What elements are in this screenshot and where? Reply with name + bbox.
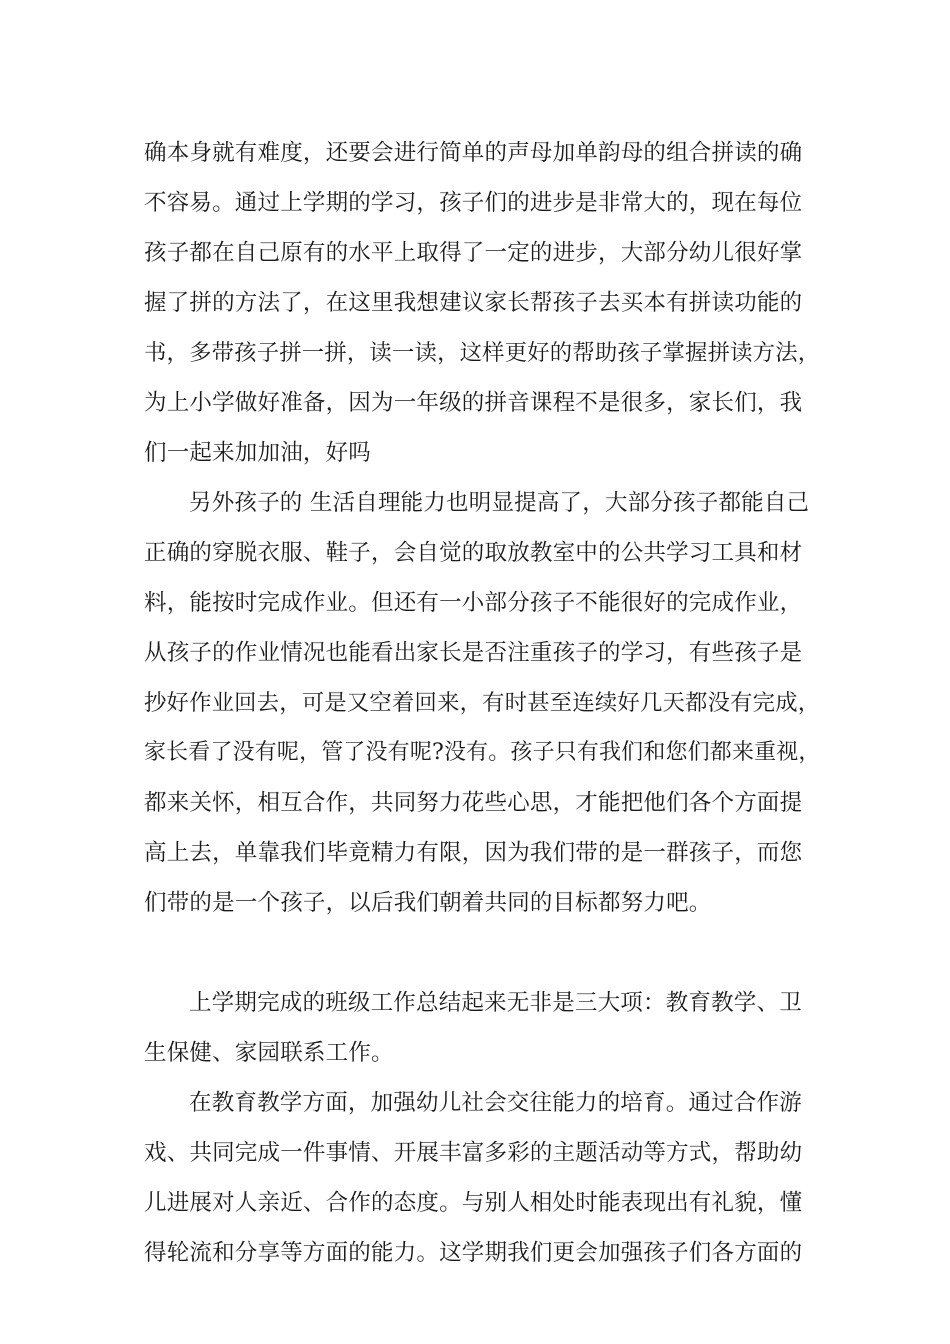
- text-line: 高上去，单靠我们毕竟精力有限，因为我们带的是一群孩子，而您: [144, 840, 803, 866]
- text-line: 孩子都在自己原有的水平上取得了一定的进步，大部分幼儿很好掌: [144, 240, 803, 266]
- text-line: 家长看了没有呢，管了没有呢?没有。孩子只有我们和您们都来重视，: [144, 740, 821, 765]
- text-line: 书，多带孩子拼一拼，读一读，这样更好的帮助孩子掌握拼读方法，: [144, 340, 821, 366]
- text-line: 上学期完成的班级工作总结起来无非是三大项：教育教学、卫: [189, 990, 802, 1016]
- text-line: 抄好作业回去，可是又空着回来，有时甚至连续好几天都没有完成，: [144, 690, 821, 716]
- text-line: 另外孩子的 生活自理能力也明显提高了，大部分孩子都能自己: [189, 490, 810, 516]
- paragraph-class-work-summary: [144, 978, 824, 1078]
- text-line: 得轮流和分享等方面的能力。这学期我们更会加强孩子们各方面的: [144, 1240, 803, 1266]
- text-line: 生保健、家园联系工作。: [144, 1040, 394, 1066]
- text-line: 儿进展对人亲近、合作的态度。与别人相处时能表现出有礼貌，懂: [144, 1190, 803, 1216]
- text-line: 戏、共同完成一件事情、开展丰富多彩的主题活动等方式，帮助幼: [144, 1140, 803, 1166]
- document-body: [144, 128, 824, 1278]
- text-line: 正确的穿脱衣服、鞋子，会自觉的取放教室中的公共学习工具和材: [144, 540, 803, 566]
- text-line: 从孩子的作业情况也能看出家长是否注重孩子的学习，有些孩子是: [144, 640, 803, 666]
- paragraph-pinyin-reading: [144, 128, 824, 478]
- text-line: 握了拼的方法了，在这里我想建议家长帮孩子去买本有拼读功能的: [144, 290, 803, 316]
- text-line: [144, 928, 824, 978]
- text-line: 们一起来加加油，好吗: [144, 440, 372, 466]
- text-line: 确本身就有难度，还要会进行简单的声母加单韵母的组合拼读的确: [144, 140, 803, 166]
- text-line: 为上小学做好准备，因为一年级的拼音课程不是很多，家长们，我: [144, 390, 803, 416]
- text-line: 们带的是一个孩子，以后我们朝着共同的目标都努力吧。: [144, 890, 712, 916]
- text-line: 料，能按时完成作业。但还有一小部分孩子不能很好的完成作业，: [144, 590, 803, 616]
- text-line: 不容易。通过上学期的学习，孩子们的进步是非常大的，现在每位: [144, 190, 803, 216]
- text-line: 都来关怀，相互合作，共同努力花些心思，才能把他们各个方面提: [144, 790, 803, 816]
- text-line: 在教育教学方面，加强幼儿社会交往能力的培育。通过合作游: [189, 1090, 802, 1116]
- paragraph-education-teaching: [144, 1078, 824, 1278]
- paragraph-self-care: [144, 478, 824, 978]
